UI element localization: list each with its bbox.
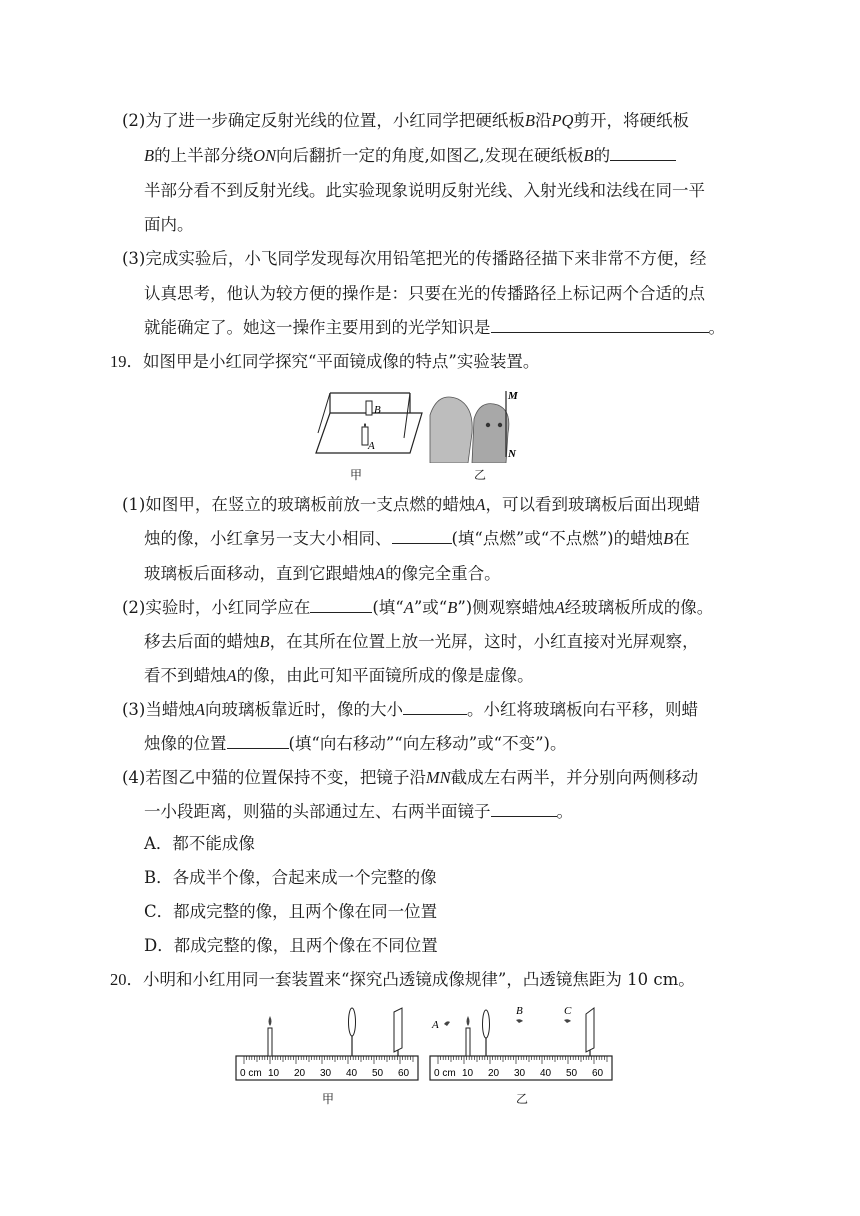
q19-p2-line1: (2)实验时，小红同学应在 (填“A”或“B”)侧观察蜡烛A经玻璃板所成的像。 [122,598,714,617]
option-a[interactable]: A．都不能成像 [144,834,255,853]
q19-p1-line2: 烛的像，小红拿另一支大小相同、 (填“点燃”或“不点燃”)的蜡烛B在 [144,529,690,548]
caption-jia: 甲 [350,468,363,482]
option-d[interactable]: D．都成完整的像，且两个像在不同位置 [144,936,438,955]
tick-40: 40 [346,1068,358,1079]
q19-p4-line1: (4)若图乙中猫的位置保持不变，把镜子沿MN截成左右两半，并分别向两侧移动 [122,768,699,787]
tick-50: 50 [566,1068,578,1079]
ruler-unit: 0 cm [240,1068,262,1079]
tick-30: 30 [320,1068,332,1079]
label-B: B [374,404,381,416]
tick-10: 10 [462,1068,474,1079]
figure-yi-cat-mirror [428,385,522,463]
tick-40: 40 [540,1068,552,1079]
q19-p2-line3: 看不到蜡烛A的像，由此可知平面镜所成的像是虚像。 [144,666,534,685]
answer-blank[interactable] [491,318,709,333]
q18-p2-line2: B的上半部分绕ON向后翻折一定的角度,如图乙,发现在硬纸板B的 [144,145,676,167]
q20-stem: 20．小明和小红用同一套装置来“探究凸透镜成像规律”，凸透镜焦距为 10 cm。 [110,970,695,989]
figure-jia-optical-bench [234,1004,420,1084]
label-A: A [368,440,375,452]
figure-yi-optical-bench [428,1002,614,1084]
q18-p3-line3: 就能确定了。她这一操作主要用到的光学知识是 。 [144,318,725,337]
label-N: N [508,448,516,460]
label-A-position: A [432,1019,439,1031]
q19-p2-line2: 移去后面的蜡烛B，在其所在位置上放一光屏，这时，小红直接对光屏观察， [144,632,699,651]
caption-q20-yi: 乙 [516,1092,529,1106]
ruler-unit: 0 cm [434,1068,456,1079]
tick-30: 30 [514,1068,526,1079]
tick-20: 20 [294,1068,306,1079]
option-b[interactable]: B．各成半个像，合起来成一个完整的像 [144,868,437,887]
answer-blank[interactable] [392,529,452,544]
answer-blank[interactable] [227,734,289,749]
q18-p2-line1: (2)为了进一步确定反射光线的位置，小红同学把硬纸板B沿PQ剪开，将硬纸板 [122,111,689,130]
q19-p3-line1: (3)当蜡烛A向玻璃板靠近时，像的大小 。小红将玻璃板向右平移，则蜡 [122,700,698,719]
tick-60: 60 [592,1068,604,1079]
tick-10: 10 [268,1068,280,1079]
answer-blank[interactable] [403,700,467,715]
q18-p2-line3: 半部分看不到反射光线。此实验现象说明反射光线、入射光线和法线在同一平 [144,181,705,200]
tick-20: 20 [488,1068,500,1079]
label-B-position: B [516,1005,523,1017]
q19-p3-line2: 烛像的位置 (填“向右移动”“向左移动”或“不变”)。 [144,734,567,753]
q19-p1-line1: (1)如图甲，在竖立的玻璃板前放一支点燃的蜡烛A，可以看到玻璃板后面出现蜡 [122,495,700,514]
caption-q20-jia: 甲 [322,1092,335,1106]
label-C-position: C [564,1005,572,1017]
answer-blank[interactable] [610,146,676,161]
figure-jia-plane-mirror [310,383,428,463]
caption-yi: 乙 [474,468,487,482]
q18-p3-line1: (3)完成实验后，小飞同学发现每次用铅笔把光的传播路径描下来非常不方便，经 [122,249,707,268]
q19-p1-line3: 玻璃板后面移动，直到它跟蜡烛A的像完全重合。 [144,564,501,583]
q18-p3-line2: 认真思考，他认为较方便的操作是：只要在光的传播路径上标记两个合适的点 [144,284,705,303]
q19-stem: 19．如图甲是小红同学探究“平面镜成像的特点”实验装置。 [110,352,540,371]
label-M: M [508,390,518,402]
tick-50: 50 [372,1068,384,1079]
tick-60: 60 [398,1068,410,1079]
answer-blank[interactable] [310,598,372,613]
q18-p2-line4: 面内。 [144,215,194,234]
q19-p4-line2: 一小段距离，则猫的头部通过左、右两半面镜子 。 [144,802,573,821]
answer-blank[interactable] [491,802,557,817]
option-c[interactable]: C．都成完整的像，且两个像在同一位置 [144,902,438,921]
